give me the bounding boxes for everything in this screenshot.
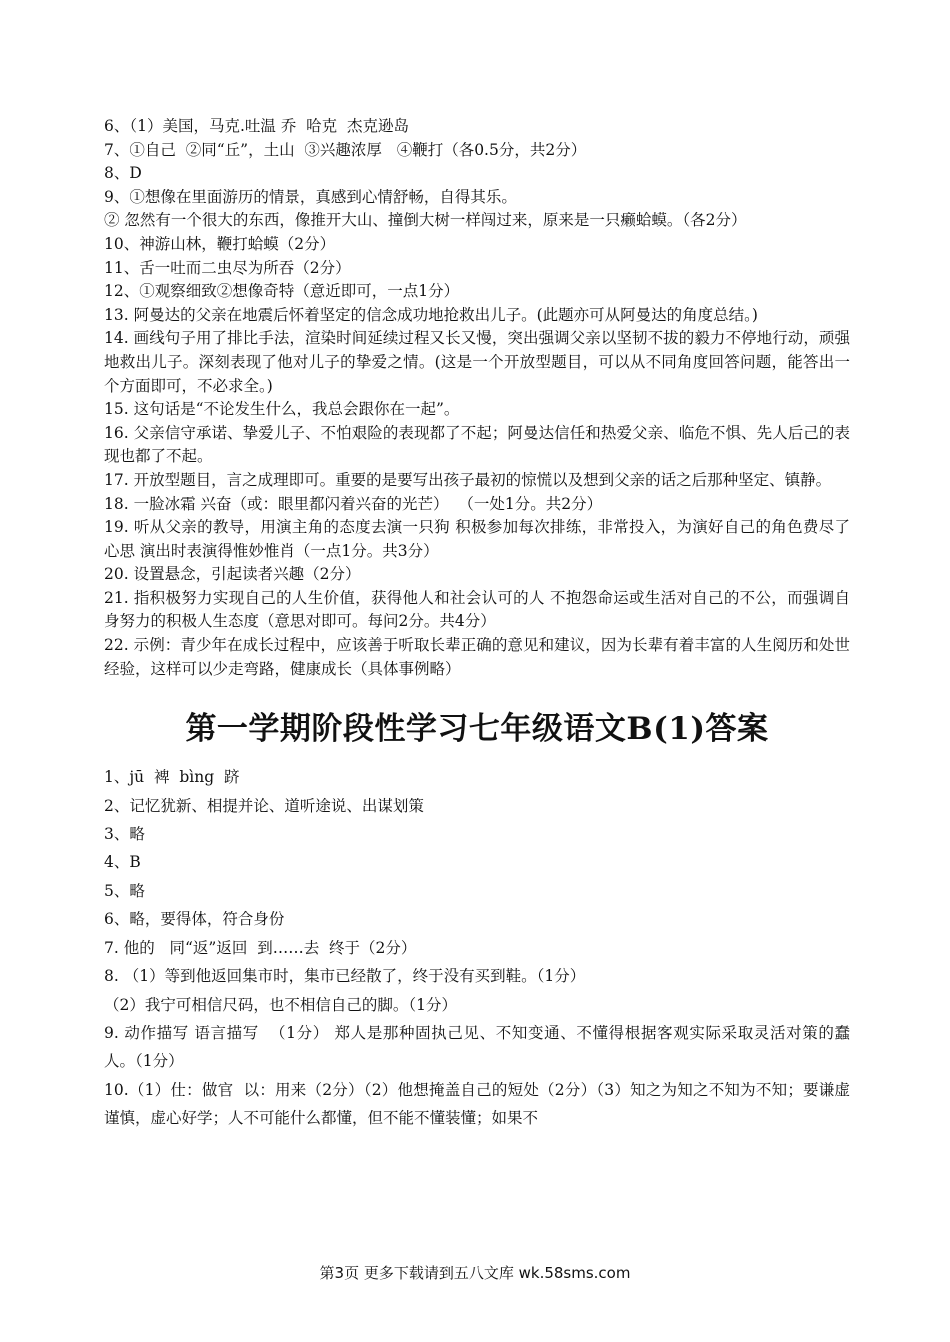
answer-line: 22. 示例：青少年在成长过程中，应该善于听取长辈正确的意见和建议，因为长辈有着丰富的人生阅历和处世经验，这样可以少走弯路，健康成长（具体事例略） bbox=[104, 636, 850, 678]
answer-line: 6、略，要得体，符合身份 bbox=[104, 910, 285, 929]
answer-line: 7、①自己 ②同“丘”，土山 ③兴趣浓厚 ④鞭打（各0.5分，共2分） bbox=[104, 140, 587, 159]
answer-line: 12、①观察细致②想像奇特（意近即可，一点1分） bbox=[104, 282, 460, 301]
page-footer: 第3页 更多下载请到五八文库 wk.58sms.com bbox=[319, 1264, 631, 1282]
answer-line: 9、①想像在里面游历的情景，真感到心情舒畅，自得其乐。 bbox=[104, 187, 517, 206]
answer-line: （2）我宁可相信尺码，也不相信自己的脚。（1分） bbox=[104, 995, 457, 1014]
answer-line: 1、jū 裨 bìng 跻 bbox=[104, 768, 240, 787]
answer-line: 11、舌一吐而二虫尽为所吞（2分） bbox=[104, 258, 351, 277]
answer-line: 8、D bbox=[104, 164, 142, 183]
answer-line: ② 忽然有一个很大的东西，像推开大山、撞倒大树一样闯过来，原来是一只癞蛤蟆。（各2分） bbox=[104, 211, 747, 230]
answer-line: 19. 听从父亲的教导，用演主角的态度去演一只狗 积极参加每次排练，非常投入，为演好自己的角色费尽了心思 演出时表演得惟妙惟肖（一点1分。共3分） bbox=[104, 518, 850, 560]
answer-line: 10、神游山林，鞭打蛤蟆（2分） bbox=[104, 234, 336, 253]
answer-line: 5、略 bbox=[104, 881, 145, 900]
answers-section-b bbox=[104, 763, 850, 1132]
answer-line: 14. 画线句子用了排比手法，渲染时间延续过程又长又慢，突出强调父亲以坚韧不拔的毅力不停地行动，顽强地救出儿子。深刻表现了他对儿子的挚爱之情。(这是一个开放型题目，可以从不同角度回答问题，能答出一个方面即可，不必求全。) bbox=[104, 329, 850, 395]
answer-line: 2、记忆犹新、相提并论、道听途说、出谋划策 bbox=[104, 796, 424, 815]
answer-line: 7. 他的 同“返”返回 到……去 终于（2分） bbox=[104, 938, 417, 957]
answer-line: 4、B bbox=[104, 853, 141, 872]
answer-line: 21. 指积极努力实现自己的人生价值，获得他人和社会认可的人 不抱怨命运或生活对自己的不公，而强调自身努力的积极人生态度（意思对即可。每问2分。共4分） bbox=[104, 588, 850, 631]
answer-line: 3、略 bbox=[104, 825, 145, 844]
answers-section-a bbox=[104, 115, 850, 681]
answer-line: 9. 动作描写 语言描写 （1分） 郑人是那种固执己见、不知变通、不懂得根据客观实际采取灵活对策的蠢人。（1分） bbox=[104, 1023, 850, 1071]
answer-line: 20. 设置悬念，引起读者兴趣（2分） bbox=[104, 565, 361, 584]
answer-line: 16. 父亲信守承诺、挚爱儿子、不怕艰险的表现都了不起；阿曼达信任和热爱父亲、临危不惧、先人后己的表现也都了不起。 bbox=[104, 423, 850, 466]
document-page bbox=[104, 115, 850, 1133]
answer-line: 10.（1）仕：做官 以：用来（2分）（2）他想掩盖自己的短处（2分）（3）知之为知之不知为不知；要谦虚谨慎，虚心好学；人不可能什么都懂，但不能不懂装懂；如果不 bbox=[104, 1080, 850, 1128]
section-heading: 第一学期阶段性学习七年级语文B(1)答案 bbox=[185, 711, 769, 748]
answer-line: 18. 一脸冰霜 兴奋（或：眼里都闪着兴奋的光芒） （一处1分。共2分） bbox=[104, 494, 603, 513]
answer-line: 8. （1）等到他返回集市时，集市已经散了，终于没有买到鞋。（1分） bbox=[104, 967, 586, 986]
answer-line: 17. 开放型题目，言之成理即可。重要的是要写出孩子最初的惊慌以及想到父亲的话之后那种坚定、镇静。 bbox=[104, 470, 832, 489]
answer-line: 13. 阿曼达的父亲在地震后怀着坚定的信念成功地抢救出儿子。(此题亦可从阿曼达的角度总结。) bbox=[104, 305, 758, 324]
answer-line: 6、（1）美国，马克.吐温 乔 哈克 杰克逊岛 bbox=[104, 117, 410, 135]
answer-line: 15. 这句话是“不论发生什么，我总会跟你在一起”。 bbox=[104, 400, 460, 419]
